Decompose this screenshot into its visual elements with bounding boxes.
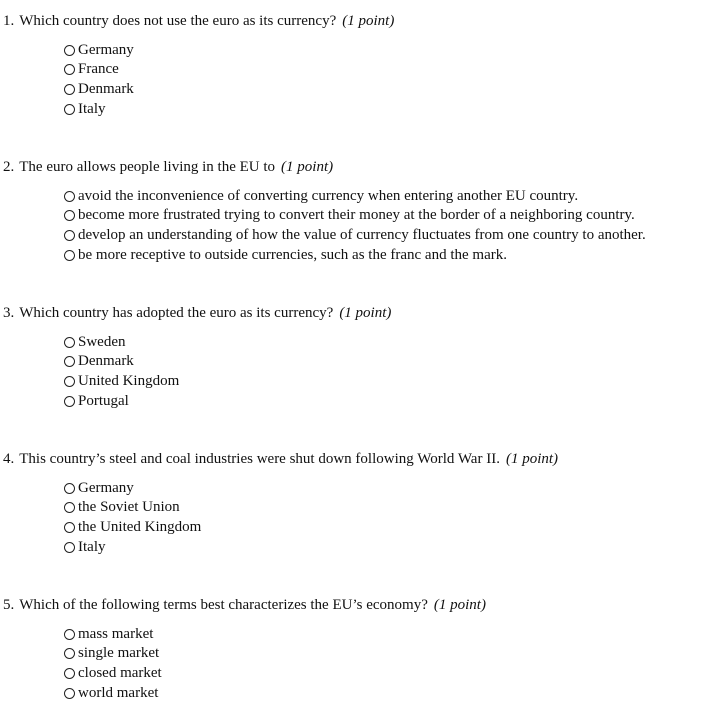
- answer-label: avoid the inconvenience of converting currency when entering another EU country.: [78, 187, 579, 204]
- answer-label: Germany: [78, 479, 134, 496]
- question-number: 4.: [3, 451, 15, 467]
- answer-options: [64, 478, 201, 556]
- question-points: (1 point): [281, 159, 334, 175]
- answer-label: Denmark: [78, 353, 134, 370]
- answer-label: Denmark: [78, 80, 134, 97]
- answer-options: [64, 332, 179, 410]
- answer-option[interactable]: [64, 644, 162, 664]
- radio-button[interactable]: [64, 483, 75, 494]
- radio-button[interactable]: [64, 629, 75, 640]
- question-text: This country’s steel and coal industries were shut down following World War II.: [19, 451, 500, 467]
- radio-button[interactable]: [64, 337, 75, 348]
- answer-option[interactable]: [64, 371, 179, 391]
- answer-option[interactable]: [64, 391, 179, 411]
- answer-label: world market: [78, 684, 159, 701]
- answer-option[interactable]: [64, 60, 134, 80]
- question-points: (1 point): [339, 305, 392, 321]
- answer-option[interactable]: [64, 332, 179, 352]
- radio-button[interactable]: [64, 64, 75, 75]
- answer-option[interactable]: [64, 517, 201, 537]
- answer-option[interactable]: [64, 245, 646, 265]
- answer-label: develop an understanding of how the value of currency fluctuates from one country to another.: [78, 226, 646, 243]
- radio-button[interactable]: [64, 45, 75, 56]
- radio-button[interactable]: [64, 668, 75, 679]
- radio-button[interactable]: [64, 356, 75, 367]
- radio-button[interactable]: [64, 502, 75, 513]
- answer-option[interactable]: [64, 537, 201, 557]
- question-text: The euro allows people living in the EU to: [19, 159, 276, 175]
- question-points: (1 point): [342, 13, 395, 29]
- answer-label: be more receptive to outside currencies, such as the franc and the mark.: [78, 246, 507, 263]
- radio-button[interactable]: [64, 230, 75, 241]
- answer-label: France: [78, 61, 119, 78]
- radio-button[interactable]: [64, 191, 75, 202]
- answer-label: United Kingdom: [78, 372, 180, 389]
- answer-label: the United Kingdom: [78, 518, 202, 535]
- question-prompt: [3, 596, 486, 614]
- question-points: (1 point): [433, 597, 486, 613]
- question-number: 3.: [3, 305, 15, 321]
- radio-button[interactable]: [64, 104, 75, 115]
- answer-option[interactable]: [64, 624, 162, 644]
- answer-label: Italy: [78, 538, 106, 555]
- answer-label: Italy: [78, 100, 106, 117]
- radio-button[interactable]: [64, 396, 75, 407]
- answer-option[interactable]: [64, 206, 646, 226]
- answer-label: mass market: [78, 625, 154, 642]
- answer-label: Portugal: [78, 392, 129, 409]
- radio-button[interactable]: [64, 210, 75, 221]
- question-text: Which of the following terms best characterizes the EU’s economy?: [19, 597, 428, 613]
- answer-option[interactable]: [64, 498, 201, 518]
- radio-button[interactable]: [64, 376, 75, 387]
- question-number: 5.: [3, 597, 15, 613]
- answer-option[interactable]: [64, 352, 179, 372]
- radio-button[interactable]: [64, 688, 75, 699]
- answer-options: [64, 186, 646, 264]
- answer-label: the Soviet Union: [78, 499, 180, 516]
- answer-label: Germany: [78, 41, 134, 58]
- question-prompt: [3, 158, 333, 176]
- answer-option[interactable]: [64, 225, 646, 245]
- answer-label: closed market: [78, 664, 162, 681]
- question-number: 1.: [3, 13, 15, 29]
- answer-option[interactable]: [64, 683, 162, 703]
- radio-button[interactable]: [64, 542, 75, 553]
- radio-button[interactable]: [64, 84, 75, 95]
- answer-option[interactable]: [64, 478, 201, 498]
- answer-option[interactable]: [64, 663, 162, 683]
- answer-label: single market: [78, 645, 160, 662]
- answer-option[interactable]: [64, 186, 646, 206]
- answer-label: become more frustrated trying to convert their money at the border of a neighboring country.: [78, 207, 635, 224]
- question-points: (1 point): [505, 451, 559, 467]
- question-text: Which country has adopted the euro as its currency?: [19, 305, 334, 321]
- answer-option[interactable]: [64, 40, 134, 60]
- question-prompt: [3, 12, 394, 30]
- answer-options: [64, 40, 134, 118]
- question-prompt: [3, 304, 391, 322]
- answer-option[interactable]: [64, 99, 134, 119]
- answer-label: Sweden: [78, 333, 126, 350]
- question-prompt: [3, 450, 558, 468]
- answer-option[interactable]: [64, 79, 134, 99]
- question-number: 2.: [3, 159, 15, 175]
- answer-options: [64, 624, 162, 702]
- radio-button[interactable]: [64, 648, 75, 659]
- question-text: Which country does not use the euro as its currency?: [19, 13, 337, 29]
- radio-button[interactable]: [64, 522, 75, 533]
- radio-button[interactable]: [64, 250, 75, 261]
